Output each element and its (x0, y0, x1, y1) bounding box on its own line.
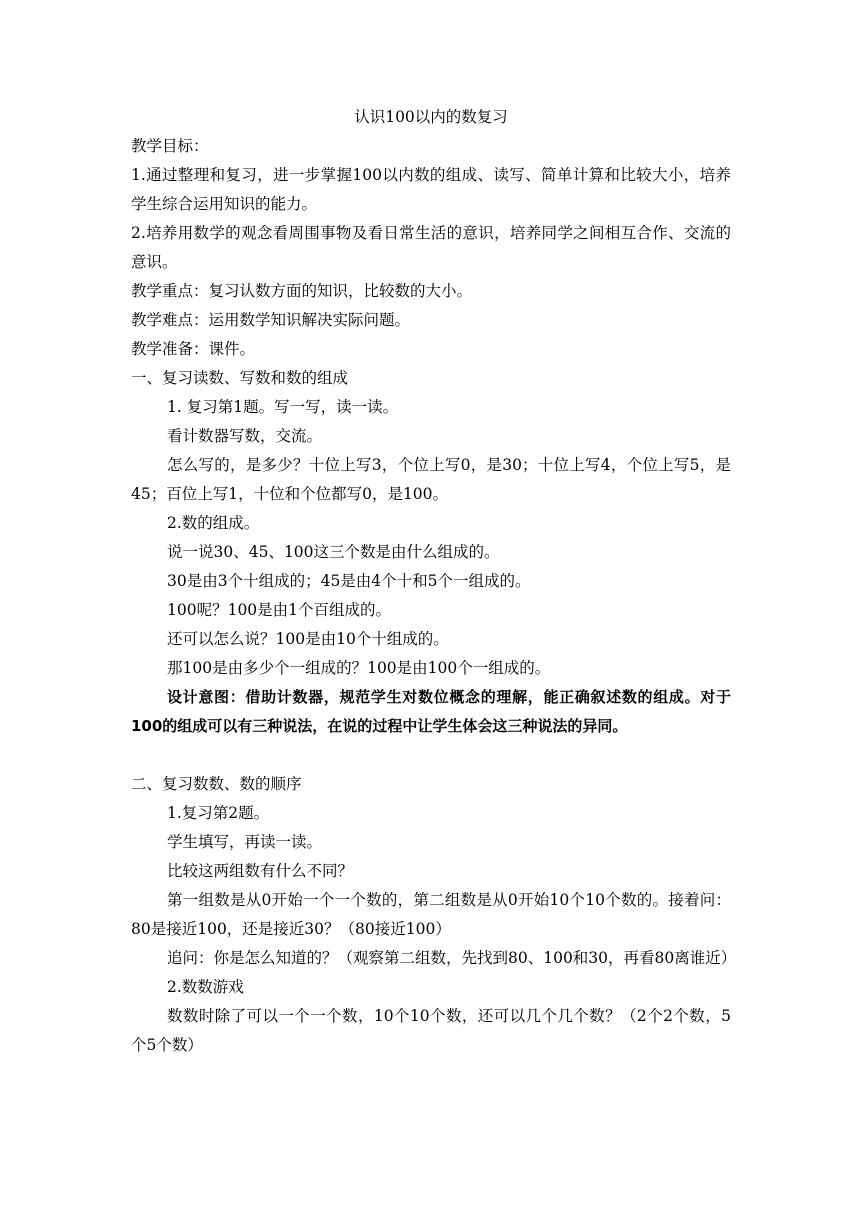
document-title: 认识100以内的数复习 (354, 108, 508, 126)
section-1-line-5: 100呢？100是由1个百组成的。 (167, 601, 392, 619)
section-2-line-3: 第一组数是从0开始一个一个数的，第二组数是从0开始10个10个数的。接着问：80是接近100，还是接近30？（80接近100） (131, 891, 731, 938)
section-1-line-3: 说一说30、45、100这三个数是由什么组成的。 (167, 543, 500, 561)
section-1-heading: 一、复习读数、写数和数的组成 (131, 369, 349, 387)
goal-1: 1.通过整理和复习，进一步掌握100以内数的组成、读写、简单计算和比较大小，培养学生综合运用知识的能力。 (131, 166, 731, 213)
design-intent: 设计意图：借助计数器，规范学生对数位概念的理解，能正确叙述数的组成。对于100的组成可以有三种说法，在说的过程中让学生体会这三种说法的异同。 (131, 688, 731, 735)
section-2-line-4: 追问：你是怎么知道的？（观察第二组数，先找到80、100和30，再看80离谁近） (167, 949, 737, 967)
section-1-item-1: 1. 复习第1题。写一写，读一读。 (167, 398, 399, 416)
section-2-line-2: 比较这两组数有什么不同？ (167, 862, 354, 880)
section-2-item-1: 1.复习第2题。 (167, 804, 270, 822)
section-2-heading: 二、复习数数、数的顺序 (131, 775, 302, 793)
section-1-line-1: 看计数器写数，交流。 (167, 427, 323, 445)
section-1-line-7: 那100是由多少个一组成的？100是由100个一组成的。 (167, 659, 551, 677)
section-2-item-2: 2.数数游戏 (167, 978, 244, 996)
difficulty: 教学难点：运用数学知识解决实际问题。 (131, 311, 411, 329)
section-1-line-4: 30是由3个十组成的；45是由4个十和5个一组成的。 (167, 572, 531, 590)
document-page (131, 103, 737, 1060)
blank-line (131, 741, 731, 770)
section-2-line-1: 学生填写，再读一读。 (167, 833, 323, 851)
goals-heading: 教学目标： (131, 137, 209, 155)
section-1-item-2: 2.数的组成。 (167, 514, 260, 532)
section-1-line-6: 还可以怎么说？100是由10个十组成的。 (167, 630, 449, 648)
key-point: 教学重点：复习认数方面的知识，比较数的大小。 (131, 282, 473, 300)
preparation: 教学准备：课件。 (131, 340, 256, 358)
goal-2: 2.培养用数学的观念看周围事物及看日常生活的意识，培养同学之间相互合作、交流的意识。 (131, 224, 731, 271)
section-2-line-5: 数数时除了可以一个一个数，10个10个数，还可以几个几个数？（2个2个数，5个5个数） (131, 1007, 731, 1054)
section-1-line-2: 怎么写的，是多少？十位上写3，个位上写0，是30；十位上写4，个位上写5，是45；百位上写1，十位和个位都写0，是100。 (131, 456, 731, 503)
